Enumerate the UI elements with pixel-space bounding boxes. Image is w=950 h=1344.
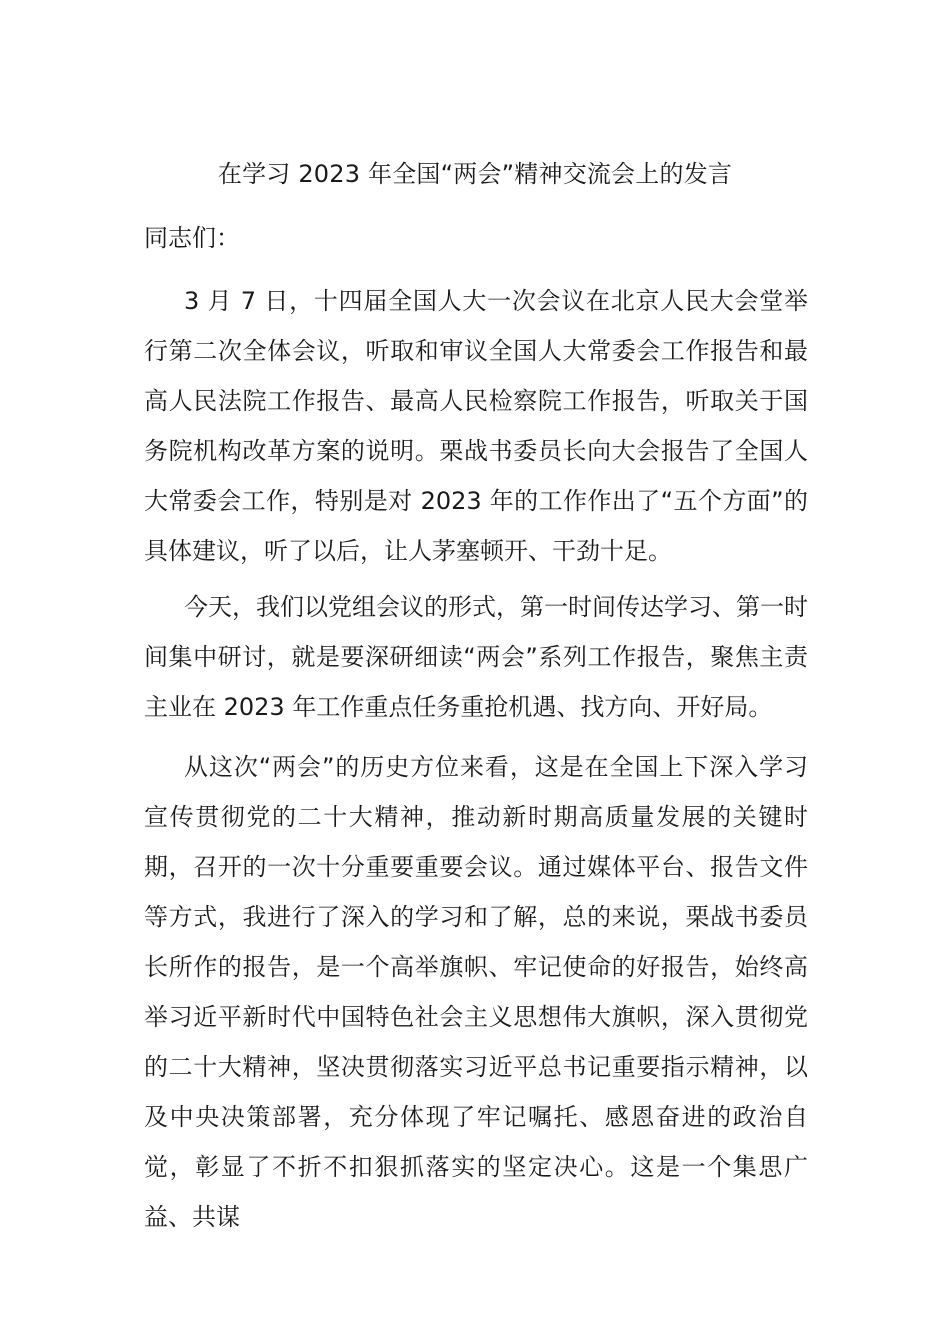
document-title: 在学习 2023 年全国“两会”精神交流会上的发言 (217, 160, 733, 188)
salutation: 同志们： (144, 224, 240, 252)
paragraph-2: 今天，我们以党组会议的形式，第一时间传达学习、第一时间集中研讨，就是要深研细读“两会”系列工作报告，聚焦主责主业在 2023 年工作重点任务重抢机遇、找方向、开好局。 (144, 593, 808, 721)
paragraph-3: 从这次“两会”的历史方位来看，这是在全国上下深入学习宣传贯彻党的二十大精神，推动新时期高质量发展的关键时期，召开的一次十分重要重要会议。通过媒体平台、报告文件等方式，我进行了深入的学习和了解，总的来说，栗战书委员长所作的报告，是一个高举旗帜、牢记使命的好报告，始终高举习近平新时代中国特色社会主义思想伟大旗帜，深入贯彻党的二十大精神，坚决贯彻落实习近平总书记重要指示精神，以及中央决策部署，充分体现了牢记嘱托、感恩奋进的政治自觉，彰显了不折不扣狠抓落实的坚定决心。这是一个集思广益、共谋 (144, 753, 808, 1231)
paragraph-1: 3 月 7 日，十四届全国人大一次会议在北京人民大会堂举行第二次全体会议，听取和审议全国人大常委会工作报告和最高人民法院工作报告、最高人民检察院工作报告，听取关于国务院机构改革方案的说明。栗战书委员长向大会报告了全国人大常委会工作，特别是对 2023 年的工作作出了“五个方面”的具体建议，听了以后，让人茅塞顿开、干劲十足。 (144, 287, 808, 565)
